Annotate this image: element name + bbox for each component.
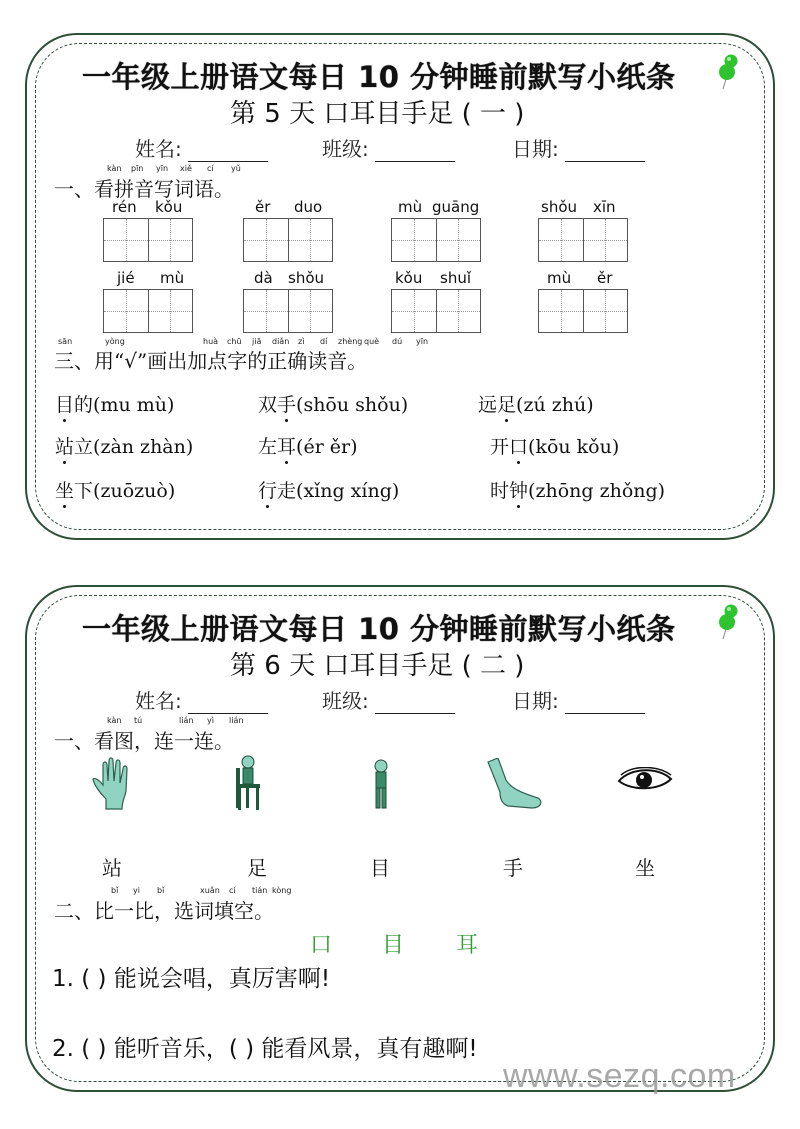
writing-grid[interactable] bbox=[391, 289, 481, 333]
date-field[interactable] bbox=[512, 685, 645, 714]
writing-grid[interactable] bbox=[243, 289, 333, 333]
pinyin-annotation: chū bbox=[227, 337, 242, 346]
name-field[interactable] bbox=[135, 685, 268, 714]
pinyin-annotation: què bbox=[364, 337, 380, 346]
dotted-char: 坐 bbox=[55, 476, 74, 503]
pronunciation-item[interactable] bbox=[55, 476, 175, 503]
section-heading-fill-blank: 二、比一比，选词填空。 bbox=[54, 899, 274, 923]
pinyin-options: (ér ěr) bbox=[296, 436, 358, 458]
class-label: 班级: bbox=[322, 137, 369, 161]
class-label: 班级: bbox=[322, 689, 369, 713]
dotted-char: 口 bbox=[509, 432, 528, 459]
dotted-char: 钟 bbox=[509, 476, 528, 503]
watermark: www.sezq.com bbox=[503, 1057, 736, 1095]
class-blank[interactable] bbox=[375, 695, 455, 714]
word-pinyin: xīn bbox=[593, 198, 616, 216]
pinyin-annotation: tú bbox=[134, 716, 143, 725]
pushpin-icon bbox=[717, 603, 739, 639]
fill-question-2[interactable]: 2. ( ) 能听音乐，( ) 能看风景，真有趣啊! bbox=[52, 1036, 478, 1062]
word-bank-item: 口 bbox=[310, 933, 333, 958]
match-char[interactable]: 坐 bbox=[635, 856, 655, 880]
fill-question-1[interactable]: 1. ( ) 能说会唱，真厉害啊! bbox=[52, 966, 331, 992]
char: 双 bbox=[258, 394, 278, 416]
pinyin-annotation: huà bbox=[203, 337, 219, 346]
dotted-char: 手 bbox=[277, 390, 296, 417]
pronunciation-item[interactable] bbox=[258, 432, 358, 459]
boy-sitting-picture-icon[interactable] bbox=[230, 754, 266, 812]
writing-grid[interactable] bbox=[243, 218, 333, 262]
char: 下 bbox=[74, 480, 94, 502]
section-heading-match-pictures: 一、看图，连一连。 bbox=[54, 729, 234, 753]
foot-picture-icon[interactable] bbox=[486, 758, 544, 810]
writing-grid[interactable] bbox=[538, 289, 628, 333]
pinyin-annotation: kòng bbox=[272, 886, 292, 895]
pinyin-options: (zuōzuò) bbox=[93, 480, 176, 502]
word-pinyin: ěr bbox=[255, 198, 271, 216]
match-char[interactable]: 站 bbox=[102, 856, 122, 880]
word-pinyin: mù bbox=[398, 198, 423, 216]
pinyin-annotation: kàn bbox=[107, 716, 122, 725]
pinyin-annotation: kàn bbox=[107, 164, 122, 173]
pinyin-annotation: cí bbox=[229, 886, 236, 895]
pinyin-options: (zú zhú) bbox=[516, 394, 594, 416]
writing-grid[interactable] bbox=[103, 289, 193, 333]
boy-standing-picture-icon[interactable] bbox=[368, 758, 394, 810]
writing-grid[interactable] bbox=[391, 218, 481, 262]
word-pinyin: shǒu bbox=[288, 269, 325, 287]
pinyin-annotation: zhèng bbox=[338, 337, 363, 346]
pronunciation-item[interactable] bbox=[55, 390, 174, 417]
match-char[interactable]: 手 bbox=[503, 856, 523, 880]
word-pinyin: kǒu bbox=[155, 198, 183, 216]
word-pinyin: shuǐ bbox=[440, 269, 471, 287]
pronunciation-item[interactable] bbox=[258, 390, 408, 417]
writing-grid[interactable] bbox=[538, 218, 628, 262]
pinyin-annotation: yīn bbox=[156, 164, 169, 173]
match-char[interactable]: 足 bbox=[247, 856, 267, 880]
char: 开 bbox=[490, 436, 510, 458]
word-bank-item: 耳 bbox=[456, 933, 479, 958]
class-blank[interactable] bbox=[375, 143, 455, 162]
pinyin-annotation: xuǎn bbox=[200, 886, 220, 895]
dotted-char: 足 bbox=[497, 390, 516, 417]
section-heading-pinyin-writing: 一、看拼音写词语。 bbox=[54, 177, 234, 201]
pinyin-options: (mu mù) bbox=[93, 394, 175, 416]
char: 时 bbox=[490, 480, 510, 502]
worksheet-title: 一年级上册语文每日 10 分钟睡前默写小纸条 bbox=[82, 60, 676, 94]
char: 的 bbox=[74, 394, 94, 416]
match-char[interactable]: 目 bbox=[370, 856, 390, 880]
pinyin-annotation: xiě bbox=[180, 164, 192, 173]
pinyin-annotation: cí bbox=[207, 164, 214, 173]
pinyin-annotation: yì bbox=[207, 716, 214, 725]
name-label: 姓名: bbox=[135, 137, 182, 161]
pinyin-options: (zhōng zhǒng) bbox=[528, 480, 666, 502]
char: 远 bbox=[478, 394, 498, 416]
char: 走 bbox=[277, 480, 297, 502]
pinyin-options: (shōu shǒu) bbox=[296, 394, 409, 416]
date-label: 日期: bbox=[512, 689, 559, 713]
pinyin-options: (xǐng xíng) bbox=[296, 480, 400, 502]
pinyin-annotation: bǐ bbox=[111, 886, 119, 895]
date-blank[interactable] bbox=[565, 143, 645, 162]
word-pinyin: shǒu bbox=[541, 198, 578, 216]
dotted-char: 目 bbox=[55, 390, 74, 417]
dotted-char: 耳 bbox=[277, 432, 296, 459]
pinyin-annotation: zì bbox=[298, 337, 305, 346]
word-pinyin: guāng bbox=[432, 198, 480, 216]
pinyin-annotation: tián bbox=[252, 886, 268, 895]
pinyin-annotation: dí bbox=[320, 337, 328, 346]
word-pinyin: ěr bbox=[597, 269, 613, 287]
eye-picture-icon[interactable] bbox=[617, 767, 673, 793]
pinyin-annotation: yǔ bbox=[231, 164, 241, 173]
dotted-char: 行 bbox=[258, 476, 277, 503]
date-label: 日期: bbox=[512, 137, 559, 161]
pinyin-annotation: diǎn bbox=[272, 337, 290, 346]
class-field[interactable] bbox=[322, 685, 455, 714]
name-blank[interactable] bbox=[188, 143, 268, 162]
word-pinyin: rén bbox=[112, 198, 137, 216]
word-pinyin: kǒu bbox=[395, 269, 423, 287]
pinyin-annotation: lián bbox=[179, 716, 194, 725]
pinyin-annotation: dú bbox=[392, 337, 403, 346]
pinyin-annotation: lián bbox=[229, 716, 244, 725]
word-bank-item: 目 bbox=[382, 933, 405, 958]
pinyin-annotation: yòng bbox=[105, 337, 125, 346]
pronunciation-item[interactable] bbox=[490, 432, 619, 459]
name-label: 姓名: bbox=[135, 689, 182, 713]
word-pinyin: duo bbox=[294, 198, 323, 216]
pronunciation-item[interactable] bbox=[478, 390, 594, 417]
pinyin-options: (kōu kǒu) bbox=[528, 436, 620, 458]
pushpin-icon bbox=[717, 53, 739, 89]
section-heading-choose-pronunciation: 三、用“√”画出加点字的正确读音。 bbox=[54, 349, 368, 373]
pinyin-annotation: yi bbox=[133, 886, 140, 895]
pronunciation-item[interactable] bbox=[258, 476, 399, 503]
day-subtitle: 第 5 天 口耳目手足 ( 一 ) bbox=[230, 99, 525, 129]
word-pinyin: dà bbox=[254, 269, 273, 287]
date-field[interactable] bbox=[512, 133, 645, 162]
pinyin-annotation: pīn bbox=[131, 164, 144, 173]
name-field[interactable] bbox=[135, 133, 268, 162]
pinyin-options: (zàn zhàn) bbox=[93, 436, 194, 458]
dotted-char: 站 bbox=[55, 432, 74, 459]
hand-picture-icon[interactable] bbox=[92, 755, 138, 811]
date-blank[interactable] bbox=[565, 695, 645, 714]
pronunciation-item[interactable] bbox=[490, 476, 665, 503]
pronunciation-item[interactable] bbox=[55, 432, 193, 459]
writing-grid[interactable] bbox=[103, 218, 193, 262]
pinyin-annotation: jiā bbox=[252, 337, 262, 346]
pinyin-annotation: yīn bbox=[416, 337, 429, 346]
class-field[interactable] bbox=[322, 133, 455, 162]
worksheet-title: 一年级上册语文每日 10 分钟睡前默写小纸条 bbox=[82, 612, 676, 646]
pinyin-annotation: bǐ bbox=[157, 886, 165, 895]
word-pinyin: jié bbox=[117, 269, 135, 287]
char: 左 bbox=[258, 436, 278, 458]
char: 立 bbox=[74, 436, 94, 458]
word-pinyin: mù bbox=[160, 269, 185, 287]
day-subtitle: 第 6 天 口耳目手足 ( 二 ) bbox=[230, 651, 525, 681]
pinyin-annotation: sān bbox=[58, 337, 73, 346]
name-blank[interactable] bbox=[188, 695, 268, 714]
word-pinyin: mù bbox=[547, 269, 572, 287]
